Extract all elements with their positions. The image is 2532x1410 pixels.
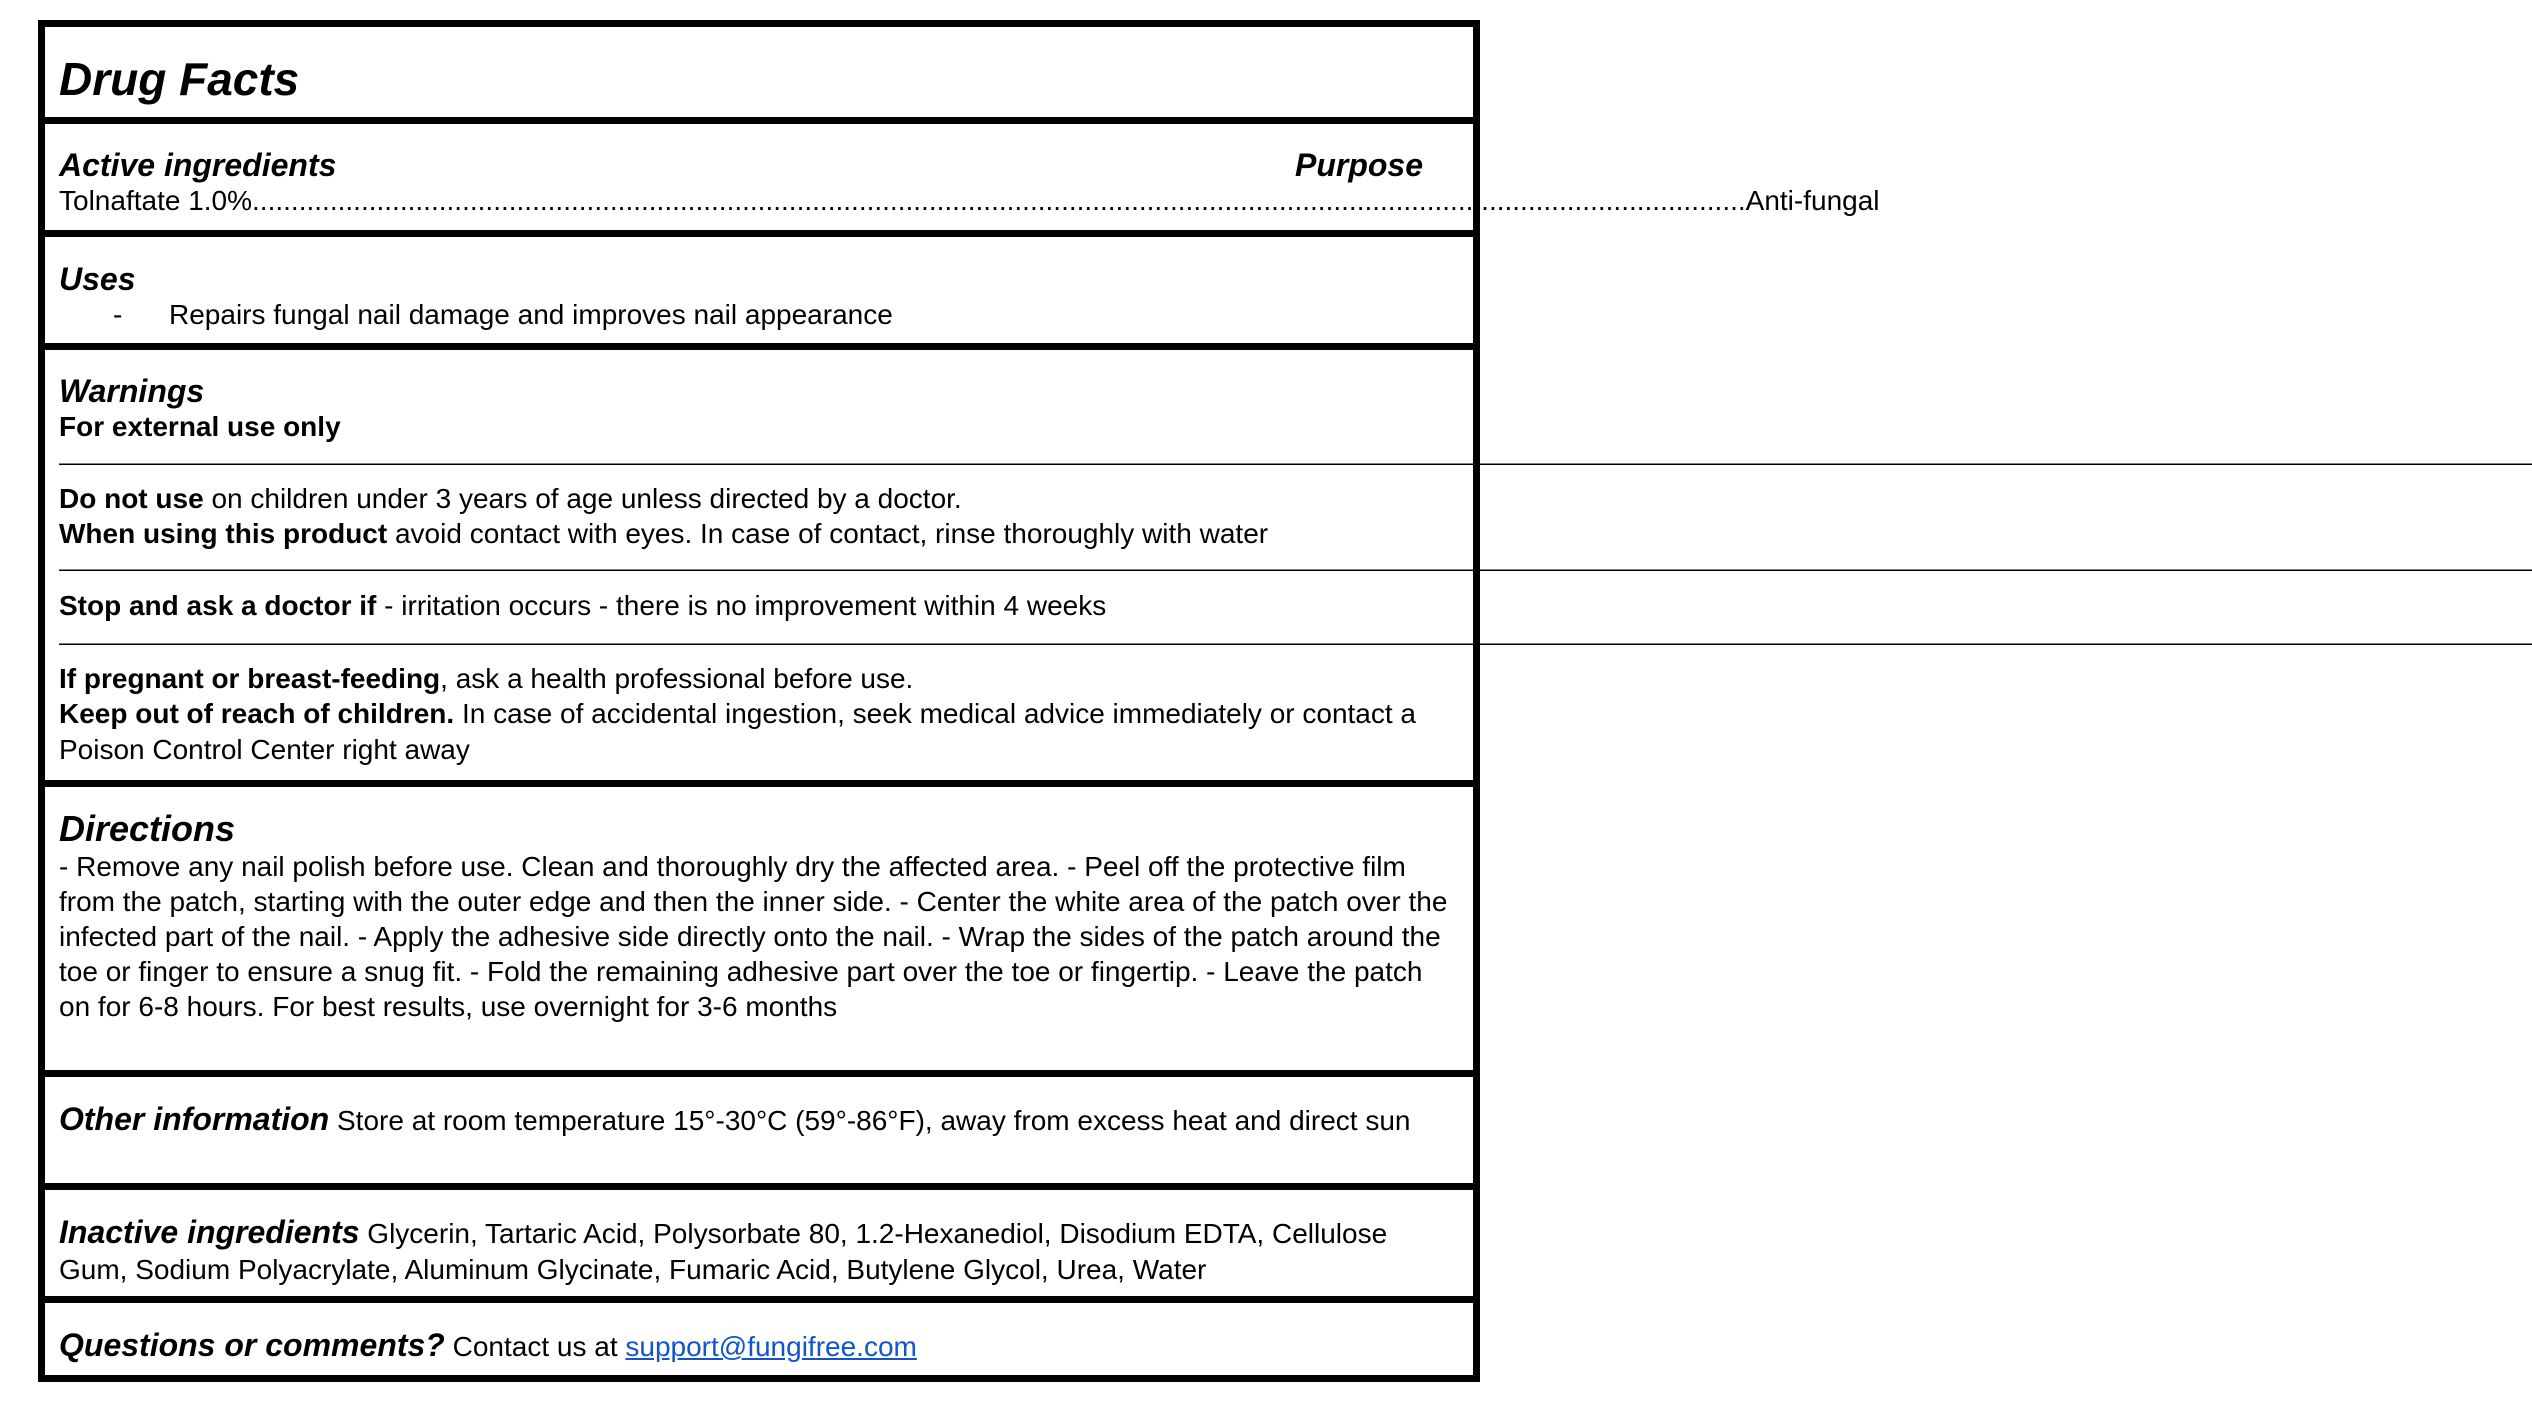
dashed-separator: ——————————————————————————————————————————————————————————————————————————————————————————————————————————————————— [59,556,2532,581]
when-using-warning [59,516,1459,551]
when-using-label: When using this product [59,518,388,549]
do-not-use-text: on children under 3 years of age unless directed by a doctor. [203,483,962,514]
dashed-separator: ——————————————————————————————————————————————————————————————————————————————————————————————————————————————————— [59,450,2532,475]
warnings-section [45,373,2532,768]
divider [45,1296,1473,1303]
divider [45,117,1473,124]
keep-out-label: Keep out of reach of children. [59,698,455,729]
divider [45,1183,1473,1190]
uses-heading: Uses [59,261,136,297]
directions-text: - Remove any nail polish before use. Clean and thoroughly dry the affected area. - Peel off the protective film from the patch, starting with the outer edge and then the inner side. - Center the white area of the patch over the infected part of the nail. - Apply the adhesive side directly onto the nail. - Wrap the sides of the patch around the toe or finger to ensure a snug fit. - Fold the remaining adhesive part over the toe or fingertip. - Leave the patch on for 6-8 hours. For best results, use overnight for 3-6 months [59,851,1448,1022]
purpose-heading: Purpose [1294,147,1423,183]
stop-ask-text: - irritation occurs - there is no improvement within 4 weeks [376,590,1107,621]
stop-ask-label: Stop and ask a doctor if [59,590,377,621]
title-section [45,53,1473,105]
ingredient-purpose: Anti-fungal [1745,185,1880,216]
active-ingredients-section [45,147,1880,218]
directions-heading: Directions [59,808,236,849]
drug-facts-panel [38,20,2532,1382]
other-information [59,1101,1429,1139]
leader-dots: ................................................................................................................................................................................................ [252,185,1746,216]
inactive-ingredients [59,1214,1459,1288]
inactive-ingredients-heading: Inactive ingredients [59,1214,360,1250]
when-using-text: avoid contact with eyes. In case of contact, rinse thoroughly with water [387,518,1269,549]
other-information-section [45,1101,1473,1139]
divider [45,343,1473,350]
list-item [59,297,1459,333]
other-information-text: Store at room temperature 15°-30°C (59°-86°F), away from excess heat and direct sun [329,1105,1411,1136]
ingredient-name: Tolnaftate 1.0% [59,185,253,216]
support-email-link[interactable]: support@fungifree.com [625,1331,917,1362]
stop-ask-doctor-warning [59,587,1459,625]
external-use-note: For external use only [59,411,341,442]
bullet-dash: - [113,299,123,330]
warnings-heading: Warnings [59,373,205,409]
do-not-use-warning [59,481,1459,516]
divider [45,230,1473,237]
do-not-use-label: Do not use [59,483,204,514]
active-ingredients-heading: Active ingredients [59,147,337,183]
page-title: Drug Facts [59,53,300,105]
other-information-heading: Other information [59,1101,330,1137]
uses-item-text: Repairs fungal nail damage and improves nail appearance [169,299,893,330]
pregnant-label: If pregnant or breast-feeding [59,663,441,694]
dashed-separator: ——————————————————————————————————————————————————————————————————————————————————————————————————————————————————— [59,630,2532,655]
questions-heading: Questions or comments? [59,1327,445,1363]
directions-section [45,809,1473,1024]
divider [45,1070,1473,1077]
uses-section [45,261,1473,333]
contact-text: Contact us at [444,1331,626,1362]
pregnant-text: , ask a health professional before use. [440,663,914,694]
keep-out-warning [59,696,1419,768]
questions-line [59,1326,1459,1366]
pregnant-warning [59,661,1459,696]
inactive-ingredients-text: Glycerin, Tartaric Acid, Polysorbate 80, 1.2-Hexanediol, Disodium EDTA, Cellulose Gum, Sodium Polyacrylate, Aluminum Glycinate, Fumaric Acid, Butylene Glycol, Urea, Water [59,1218,1388,1285]
divider [45,780,1473,787]
inactive-ingredients-section [45,1214,1473,1288]
questions-section [45,1326,1473,1366]
keep-out-text: In case of accidental ingestion, seek medical advice immediately or contact a Poison Control Center right away [59,698,1417,765]
